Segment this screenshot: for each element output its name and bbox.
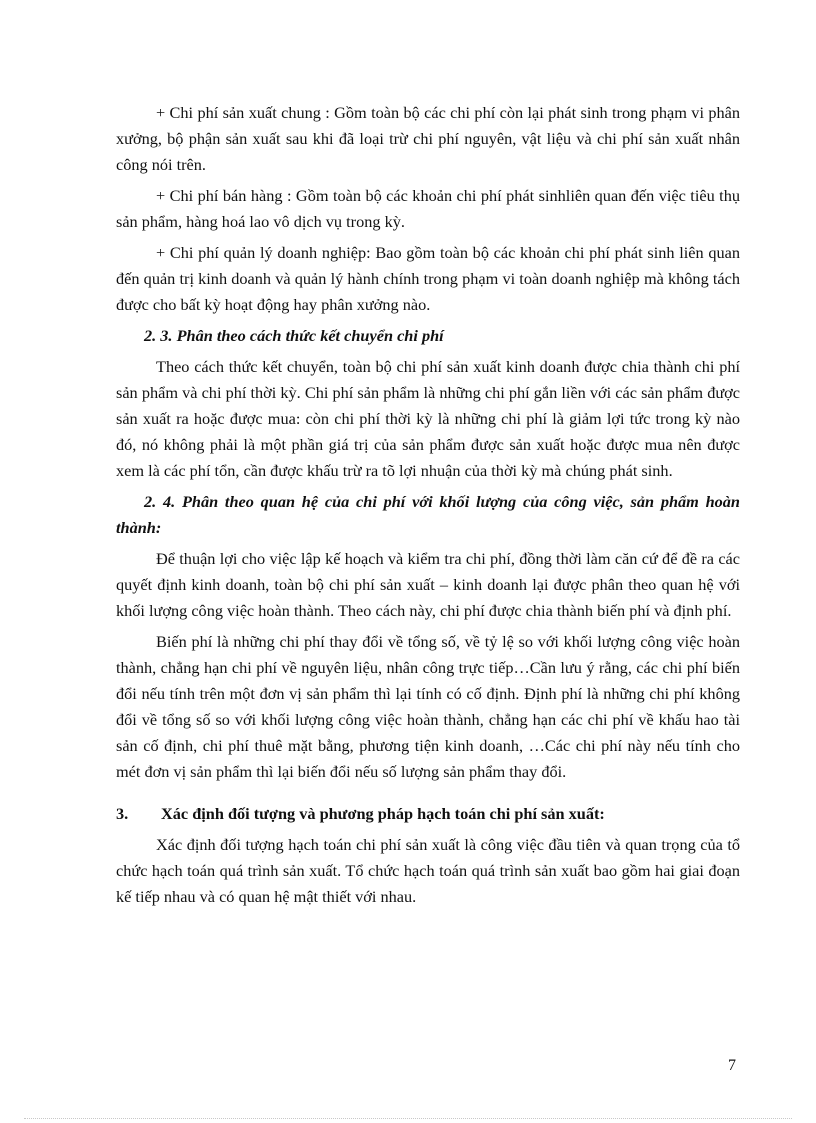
- paragraph-selling-cost: + Chi phí bán hàng : Gồm toàn bộ các khoản chi phí phát sinhliên quan đến việc tiêu thụ sản phẩm, hàng hoá lao vô dịch vụ trong kỳ.: [116, 186, 740, 231]
- paragraph-variable-fixed-cost: Biến phí là những chi phí thay đổi về tổng số, về tỷ lệ so với khối lượng công việc hoàn thành, chẳng hạn chi phí về nguyên liệu, nhân công trực tiếp…Cần lưu ý rằng, các chi phí biến đổi nếu tính trên một đơn vị sản phẩm thì lại tính có cố định. Định phí là những chi phí không đổi về tổng số so với khối lượng công việc hoàn thành, chẳng hạn các chi phí về khấu hao tài sản cố định, chi phí thuê mặt bằng, phương tiện kinh doanh, …Các chi phí này nếu tính cho mét đơn vị sản phẩm thì lại biến đổi nếu số lượng sản phẩm thay đổi.: [116, 632, 740, 781]
- page-content: [116, 100, 740, 915]
- bottom-divider: [24, 1118, 792, 1119]
- paragraph-general-production-cost: + Chi phí sản xuất chung : Gồm toàn bộ các chi phí còn lại phát sinh trong phạm vi phân xưởng, bộ phận sản xuất sau khi đã loại trừ chi phí nguyên, vật liệu và chi phí sản xuất nhân công nói trên.: [116, 103, 740, 174]
- heading-3-text: Xác định đối tượng và phương pháp hạch toán chi phí sản xuất:: [161, 804, 605, 823]
- heading-2-3: 2. 3. Phân theo cách thức kết chuyển chi phí: [144, 326, 444, 345]
- paragraph-transfer-method: Theo cách thức kết chuyển, toàn bộ chi phí sản xuất kinh doanh được chia thành chi phí sản phẩm và chi phí thời kỳ. Chi phí sản phẩm là những chi phí gắn liền với các sản phẩm được sản xuất ra hoặc được mua: còn chi phí thời kỳ là những chi phí là giảm lợi tức trong kỳ nào đó, nó không phải là một phần giá trị của sản phẩm được sản xuất hoặc được mua nên được xem là các phí tổn, cần được khấu trừ ra tõ lợi nhuận của thời kỳ mà chúng phát sinh.: [116, 357, 740, 480]
- heading-2-4: 2. 4. Phân theo quan hệ của chi phí với khối lượng của công việc, sản phẩm hoàn thành:: [116, 492, 740, 537]
- page-number: 7: [728, 1057, 736, 1074]
- heading-3: [116, 801, 740, 827]
- paragraph-cost-object: Xác định đối tượng hạch toán chi phí sản xuất là công việc đầu tiên và quan trọng của tổ chức hạch toán quá trình sản xuất. Tổ chức hạch toán quá trình sản xuất bao gồm hai giai đoạn kế tiếp nhau và có quan hệ mật thiết với nhau.: [116, 835, 740, 906]
- paragraph-planning-control: Để thuận lợi cho việc lập kế hoạch và kiểm tra chi phí, đồng thời làm căn cứ để đề ra các quyết định kinh doanh, toàn bộ chi phí sản xuất – kinh doanh lại được phân theo quan hệ với khối lượng công việc hoàn thành. Theo cách này, chi phí được chia thành biến phí và định phí.: [116, 549, 740, 620]
- paragraph-management-cost: + Chi phí quản lý doanh nghiệp: Bao gồm toàn bộ các khoản chi phí phát sinh liên quan đến quản trị kinh doanh và quản lý hành chính trong phạm vi toàn doanh nghiệp mà không tách được cho bất kỳ hoạt động hay phân xưởng nào.: [116, 243, 740, 314]
- heading-3-number: 3.: [116, 804, 129, 823]
